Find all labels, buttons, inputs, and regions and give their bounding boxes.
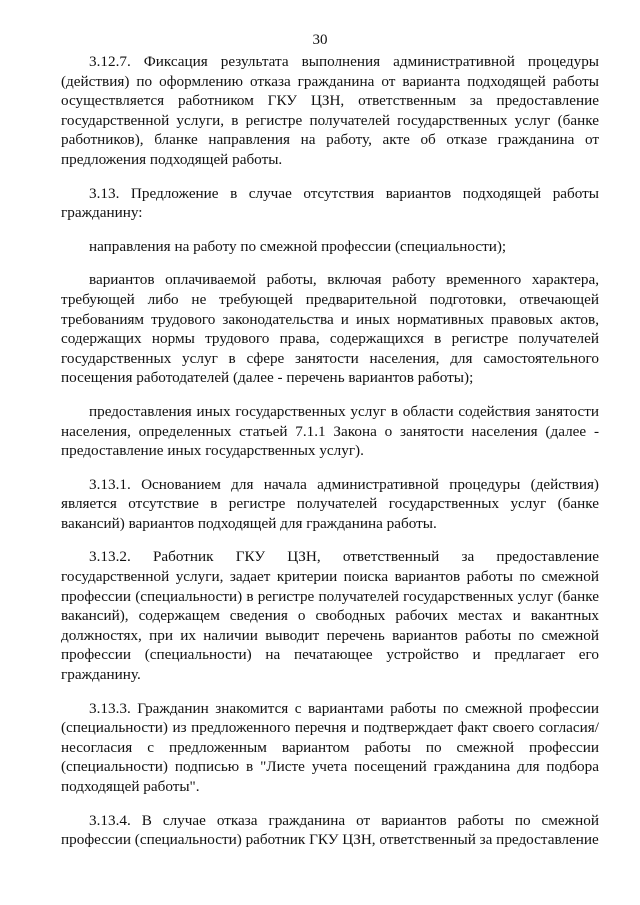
paragraph-3-13-2: 3.13.2. Работник ГКУ ЦЗН, ответственный за предоставление государственной услуги, задает критерии поиска вариантов работы по смежной профессии (специальности) в регистре получателей государственных услуг (банке вакансий), содержащем сведения о свободных рабочих местах и вакантных должностях, при их наличии выводит перечень вариантов работы по смежной профессии (специальности) на печатающее устройство и предлагает его гражданину. (61, 548, 599, 684)
paragraph-other-services: предоставления иных государственных услуг в области содействия занятости населения, определенных статьей 7.1.1 Закона о занятости населения (далее - предоставление иных государственных услуг). (61, 402, 599, 460)
paragraph-paid-work-options: вариантов оплачиваемой работы, включая работу временного характера, требующей либо не требующей предварительной подготовки, отвечающей требованиям трудового законодательства и иных нормативных правовых актов, содержащих нормы трудового права, содержащихся в регистре получателей государственных услуг в сфере занятости населения, для самостоятельного посещения работодателей (далее - перечень вариантов работы); (61, 271, 599, 387)
page-number: 30 (312, 32, 328, 48)
paragraph-3-13-3: 3.13.3. Гражданин знакомится с вариантами работы по смежной профессии (специальности) из предложенного перечня и подтверждает факт своего согласия/несогласия с предложенным вариантом работы по смежной профессии (специальности) подписью в "Листе учета посещений гражданина для подбора подходящей работы". (61, 699, 599, 795)
paragraph-3-13-1: 3.13.1. Основанием для начала административной процедуры (действия) является отсутствие в регистре получателей государственных услуг (банке вакансий) вариантов подходящей для гражданина работы. (61, 475, 599, 532)
paragraph-3-13-4: 3.13.4. В случае отказа гражданина от вариантов работы по смежной профессии (специальности) работник ГКУ ЦЗН, ответственный за предоставление (61, 811, 599, 849)
document-body (61, 52, 599, 850)
paragraph-related-profession: направления на работу по смежной профессии (специальности); (89, 237, 507, 255)
paragraph-3-12-7: 3.12.7. Фиксация результата выполнения административной процедуры (действия) по оформлению отказа гражданина от варианта подходящей работы осуществляется работником ГКУ ЦЗН, ответственным за предоставление государственной услуги, в регистре получателей государственных услуг (банке работников), бланке направления на работу, акте об отказе гражданина от предложения подходящей работы. (61, 53, 599, 168)
paragraph-3-13: 3.13. Предложение в случае отсутствия вариантов подходящей работы гражданину: (61, 184, 599, 222)
